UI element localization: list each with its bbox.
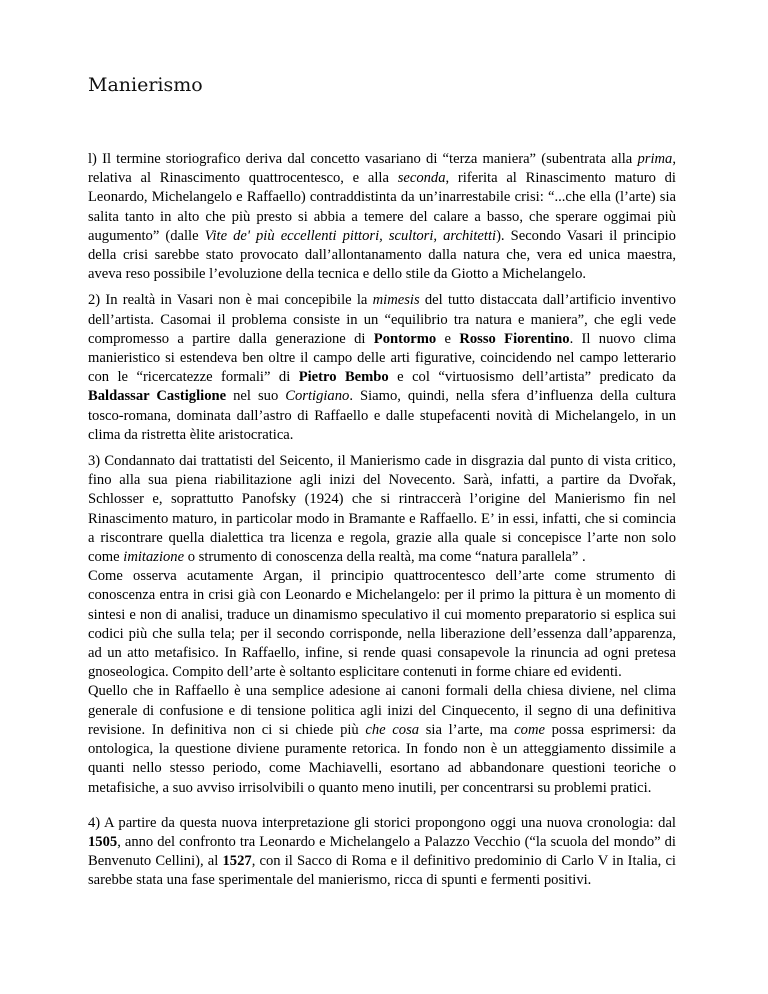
italic-text: che cosa bbox=[365, 721, 420, 738]
text-run: possa esprimersi: da ontologica, la questione diviene puramente retorica. In fondo non è un atteggiamento dissimile a quanti nello stesso periodo, come Machiavelli, esortano ad abbandonare questioni teoriche o metafisiche, a suo avviso irrisolvibili o quanto meno inutili, per concentrarsi su problemi pratici. bbox=[88, 721, 676, 796]
text-run: . Siamo, quindi, nella sfera d’influenza della cultura tosco-romana, dominata dall’astro di Raffaello e dalle stupefacenti novità di Michelangelo, in un clima da ristretta èlite aristocratica. bbox=[88, 388, 676, 443]
italic-text: Cortigiano bbox=[285, 388, 350, 405]
text-run: nel suo bbox=[226, 388, 286, 405]
text-run: Quello che in Raffaello è una semplice adesione ai canoni formali della chiesa diviene, nel clima generale di confusione e di tensione politica agli inizi del Cinquecento, il segno di una definitiva revisione. In definitiva non ci si chiede più bbox=[88, 683, 676, 738]
text-run: l) Il termine storiografico deriva dal concetto vasariano di “terza maniera” (subentrata alla bbox=[88, 151, 638, 167]
italic-text: seconda bbox=[397, 170, 446, 187]
bold-date: 1505 bbox=[88, 833, 118, 850]
text-run: 3) Condannato dai trattatisti del Seicento, il Manierismo cade in disgrazia dal punto di vista critico, fino alla sua piena riabilitazione agli inizi del Novecento. Sarà, infatti, a partire da Dvořak, Schlosser e, soprattutto Panofsky (1924) che si rintraccerà l’origine del Manierismo fin nel Rinascimento maturo, in particolar modo in Bramante e Raffaello. E’ in essi, infatti, che si comincia a riscontrare quella dialettica tra licenza e regola, grazie alla quale si concepisce l’arte non solo come bbox=[88, 453, 676, 566]
text-run: o strumento di conoscenza della realtà, ma come “natura parallela” . bbox=[184, 549, 586, 566]
bold-name: Baldassar Castiglione bbox=[88, 388, 227, 405]
text-run: , relativa al Rinascimento quattrocentesco, e alla bbox=[88, 151, 676, 187]
text-run: e bbox=[436, 330, 460, 347]
paragraph-6 bbox=[88, 814, 676, 891]
bold-name: Rosso Fiorentino bbox=[459, 330, 570, 347]
italic-text: Vite de' più eccellenti pittori, scultori, architetti bbox=[204, 227, 497, 244]
text-run: , anno del confronto tra Leonardo e Michelangelo a Palazzo Vecchio (“la scuola del mondo” di Benvenuto Cellini), al bbox=[88, 833, 676, 870]
page-title: Manierismo bbox=[88, 74, 203, 96]
text-run: , riferita al Rinascimento maturo di Leonardo, Michelangelo e Raffaello) contraddistinta da un’inarrestabile crisi: “...che ella (l’arte) sia salita tanto in alto che più presto si abbia a temere del calare a basso, che sperare oggimai più augumento” (dalle bbox=[88, 170, 676, 244]
italic-text: imitazione bbox=[123, 549, 185, 566]
italic-text: mimesis bbox=[372, 292, 420, 309]
text-run: 4) A partire da questa nuova interpretazione gli storici propongono oggi una nuova cronologia: dal bbox=[88, 814, 676, 831]
bold-name: Pietro Bembo bbox=[298, 369, 389, 386]
bold-date: 1527 bbox=[222, 853, 252, 870]
paragraph-3 bbox=[88, 452, 676, 567]
paragraph-2 bbox=[88, 291, 676, 445]
italic-text: come bbox=[514, 721, 545, 738]
paragraph-5 bbox=[88, 682, 676, 797]
paragraph-4: Come osserva acutamente Argan, il principio quattrocentesco dell’arte come strumento di conoscenza entra in crisi già con Leonardo e Michelangelo: per il primo la pittura è un momento di sintesi e non di analisi, traduce un dinamismo speculativo il cui momento preparatorio si esplica sui codici più che sulla tela; per il secondo corrisponde, nella liberazione dell’essenza dall’apparenza, ad un atto metafisico. In Raffaello, infine, si rende quasi consapevole la rinuncia ad ogni pretesa gnoseologica. Compito dell’arte è soltanto esplicitare contenuti in forme chiare ed evidenti. bbox=[88, 568, 676, 681]
italic-text: prima bbox=[637, 151, 673, 167]
text-run: , con il Sacco di Roma e il definitivo predominio di Carlo V in Italia, ci sarebbe stata una fase sperimentale del manierismo, ricca di spunti e fermenti positivi. bbox=[88, 853, 676, 889]
paragraph-1 bbox=[88, 150, 676, 284]
bold-name: Pontormo bbox=[373, 330, 437, 347]
text-run: 2) In realtà in Vasari non è mai concepibile la bbox=[88, 292, 373, 309]
text-run: . Il nuovo clima manieristico si estendeva ben oltre il campo delle arti figurative, coincidendo nel campo letterario con le “ricercatezze formali” di bbox=[88, 330, 676, 386]
text-run: e col “virtuosismo dell’artista” predicato da bbox=[388, 369, 676, 386]
document-body bbox=[88, 150, 676, 898]
text-run: del tutto distaccata dall’artificio inventivo dell’artista. Casomai il problema consiste in un “equilibrio tra natura e maniera”, che egli vede compromesso a partire dalla generazione di bbox=[88, 292, 676, 347]
text-run: ). Secondo Vasari il principio della crisi sarebbe stato provocato dall’allontanamento dalla natura che, vera ed unica maestra, aveva reso possibile l’evoluzione della tecnica e dello stile da Giotto a Michelangelo. bbox=[88, 227, 676, 283]
text-run: sia l’arte, ma bbox=[419, 721, 515, 738]
